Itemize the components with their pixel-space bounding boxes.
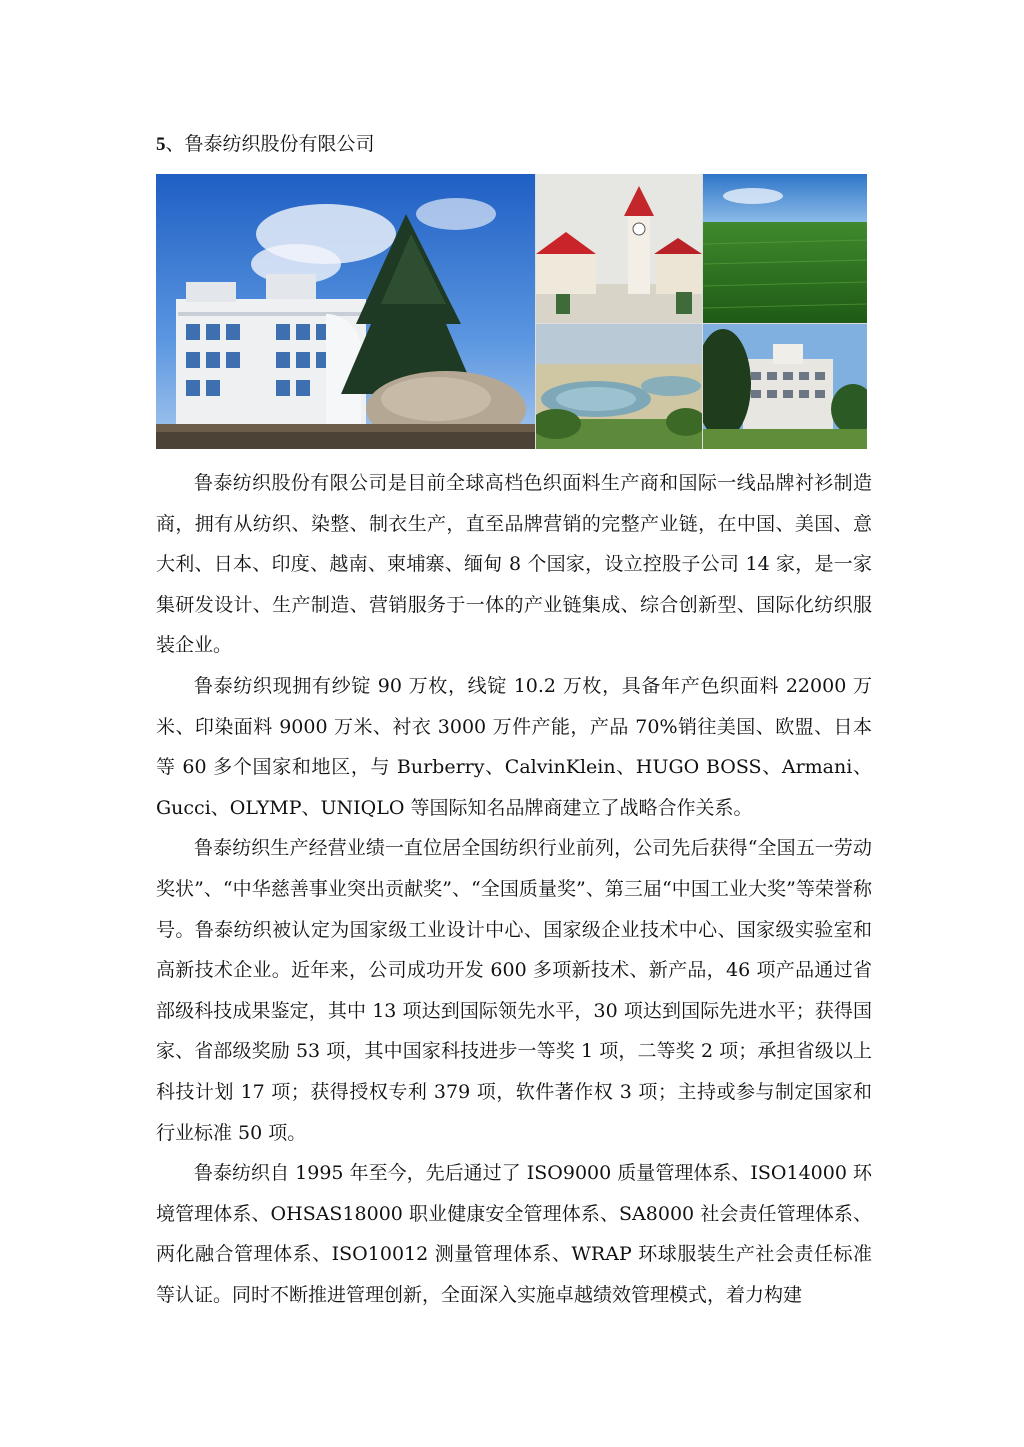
body-text	[156, 463, 872, 1315]
paragraph-intro: 鲁泰纺织股份有限公司是目前全球高档色织面料生产商和国际一线品牌衬衫制造商，拥有从纺织、染整、制衣生产，直至品牌营销的完整产业链，在中国、美国、意大利、日本、印度、越南、柬埔寨、缅甸 8 个国家，设立控股子公司 14 家，是一家集研发设计、生产制造、营销服务于一体的产业链集成、综合创新型、国际化纺织服装企业。	[156, 472, 872, 657]
company-photo-collage	[156, 174, 867, 449]
water-treatment-photo	[536, 324, 702, 449]
paragraph-honors: 鲁泰纺织生产经营业绩一直位居全国纺织行业前列，公司先后获得“全国五一劳动奖状”、“中华慈善事业突出贡献奖”、“全国质量奖”、第三届“中国工业大奖”等荣誉称号。鲁泰纺织被认定为国家级工业设计中心、国家级企业技术中心、国家级实验室和高新技术企业。近年来，公司成功开发 600 多项新技术、新产品，46 项产品通过省部级科技成果鉴定，其中 13 项达到国际领先水平，30 项达到国际先进水平；获得国家、省部级奖励 53 项，其中国家科技进步一等奖 1 项，二等奖 2 项；承担省级以上科技计划 17 项；获得授权专利 379 项，软件著作权 3 项；主持或参与制定国家和行业标准 50 项。	[156, 837, 872, 1144]
section-title: 、鲁泰纺织股份有限公司	[165, 133, 375, 155]
paragraph-capacity: 鲁泰纺织现拥有纱锭 90 万枚，线锭 10.2 万枚，具备年产色织面料 22000 万米、印染面料 9000 万米、衬衣 3000 万件产能，产品 70%销往美国、欧盟、日本等 60 多个国家和地区，与 Burberry、CalvinKlein、HUGO BOSS、Armani、Gucci、OLYMP、UNIQLO 等国际知名品牌商建立了战略合作关系。	[156, 674, 872, 819]
section-number: 5	[156, 134, 166, 155]
paragraph-certifications: 鲁泰纺织自 1995 年至今，先后通过了 ISO9000 质量管理体系、ISO14000 环境管理体系、OHSAS18000 职业健康安全管理体系、SA8000 社会责任管理体系、两化融合管理体系、ISO10012 测量管理体系、WRAP 环球服装生产社会责任标准等认证。同时不断推进管理创新，全面深入实施卓越绩效管理模式，着力构建	[156, 1162, 872, 1306]
green-field-photo	[703, 174, 867, 323]
headquarters-building-photo	[156, 174, 535, 449]
clock-tower-gate-photo	[536, 174, 702, 323]
section-heading	[156, 131, 375, 158]
factory-building-photo	[703, 324, 867, 449]
